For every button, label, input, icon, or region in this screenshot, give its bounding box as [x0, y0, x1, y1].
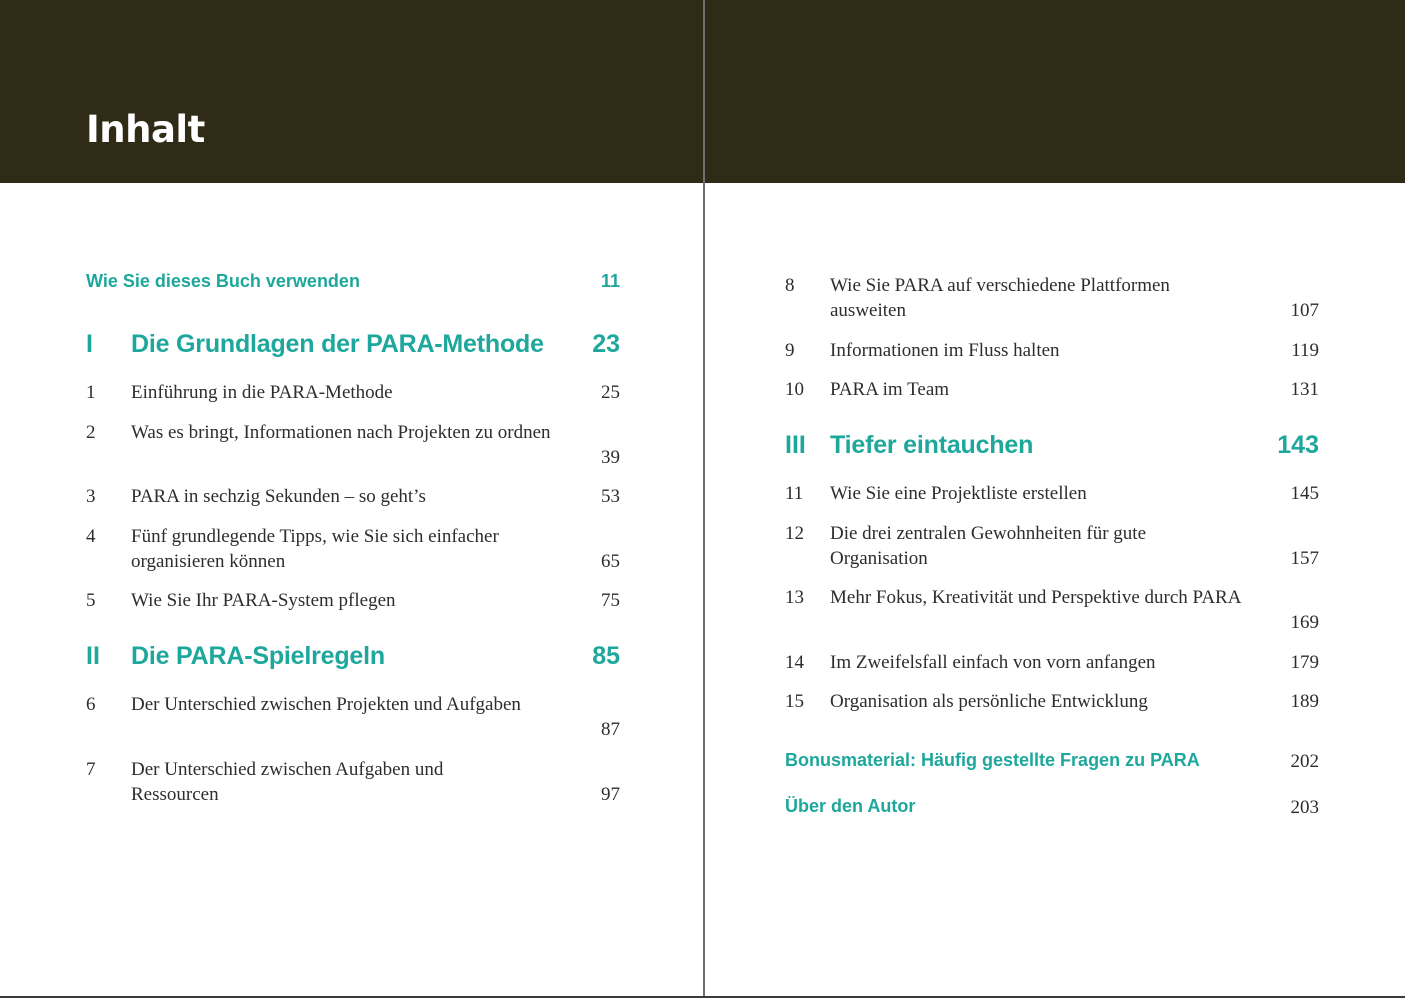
chapter-page: 119 — [1291, 340, 1319, 361]
chapter-title[interactable]: Wie Sie PARA auf verschiedene Plattformen ausweiten — [830, 275, 1170, 321]
chapter-page: 169 — [1290, 612, 1319, 633]
right-page — [705, 0, 1405, 998]
page-title: Inhalt — [86, 108, 205, 151]
chapter-page: 131 — [1290, 379, 1319, 400]
chapter-number: 2 — [86, 422, 96, 443]
chapter-title[interactable]: Wie Sie eine Projektliste erstellen — [830, 483, 1087, 504]
chapter-number: 7 — [86, 759, 96, 780]
chapter-title[interactable]: Der Unterschied zwischen Aufgaben und Ressourcen — [131, 759, 444, 805]
chapter-title[interactable]: Was es bringt, Informationen nach Projekten zu ordnen — [131, 422, 551, 443]
chapter-page: 107 — [1290, 300, 1319, 321]
chapter-number: 8 — [785, 275, 795, 296]
chapter-number: 6 — [86, 694, 96, 715]
part-3-page: 143 — [1277, 431, 1319, 459]
chapter-number: 5 — [86, 590, 96, 611]
chapter-page: 39 — [601, 447, 620, 468]
toc-bonus-page: 202 — [1290, 751, 1319, 772]
chapter-title[interactable]: Der Unterschied zwischen Projekten und Aufgaben — [131, 694, 521, 715]
toc-author-page: 203 — [1290, 797, 1319, 818]
chapter-number: 4 — [86, 526, 96, 547]
part-3-number: III — [785, 431, 806, 459]
header-band — [0, 0, 703, 183]
chapter-title[interactable]: Informationen im Fluss halten — [830, 340, 1060, 361]
chapter-number: 12 — [785, 523, 804, 544]
chapter-page: 179 — [1290, 652, 1319, 673]
toc-intro-page: 11 — [600, 271, 620, 291]
chapter-page: 157 — [1290, 548, 1319, 569]
part-1-page: 23 — [592, 330, 620, 358]
chapter-number: 3 — [86, 486, 96, 507]
toc-intro-title[interactable]: Wie Sie dieses Buch verwenden — [86, 271, 360, 291]
chapter-title[interactable]: Organisation als persönliche Entwicklung — [830, 691, 1148, 712]
chapter-number: 15 — [785, 691, 804, 712]
toc-bonus-title[interactable]: Bonusmaterial: Häufig gestellte Fragen zu PARA — [785, 750, 1200, 770]
part-2-number: II — [86, 642, 100, 670]
part-2-title[interactable]: Die PARA-Spielregeln — [131, 642, 385, 670]
chapter-page: 145 — [1290, 483, 1319, 504]
chapter-page: 25 — [601, 382, 620, 403]
chapter-title[interactable]: Wie Sie Ihr PARA-System pflegen — [131, 590, 396, 611]
part-2-page: 85 — [592, 642, 620, 670]
chapter-title[interactable]: Fünf grundlegende Tipps, wie Sie sich einfacher organisieren können — [131, 526, 499, 572]
chapter-title[interactable]: Einführung in die PARA-Methode — [131, 382, 393, 403]
chapter-page: 97 — [601, 784, 620, 805]
chapter-page: 87 — [601, 719, 620, 740]
header-band — [705, 0, 1405, 183]
chapter-title[interactable]: PARA in sechzig Sekunden – so geht’s — [131, 486, 426, 507]
chapter-page: 189 — [1290, 691, 1319, 712]
part-1-number: I — [86, 330, 93, 358]
chapter-title[interactable]: Im Zweifelsfall einfach von vorn anfangen — [830, 652, 1156, 673]
chapter-title[interactable]: Die drei zentralen Gewohnheiten für gute Organisation — [830, 523, 1147, 569]
chapter-page: 75 — [601, 590, 620, 611]
chapter-title[interactable]: Mehr Fokus, Kreativität und Perspektive durch PARA — [830, 587, 1242, 608]
toc-author-title[interactable]: Über den Autor — [785, 796, 916, 816]
chapter-number: 14 — [785, 652, 804, 673]
chapter-number: 10 — [785, 379, 804, 400]
chapter-page: 65 — [601, 551, 620, 572]
chapter-number: 13 — [785, 587, 804, 608]
part-1-title[interactable]: Die Grundlagen der PARA-Methode — [131, 330, 544, 358]
part-3-title[interactable]: Tiefer eintauchen — [830, 431, 1034, 459]
chapter-number: 11 — [785, 483, 804, 504]
chapter-number: 1 — [86, 382, 96, 403]
chapter-page: 53 — [601, 486, 620, 507]
chapter-number: 9 — [785, 340, 795, 361]
chapter-title[interactable]: PARA im Team — [830, 379, 950, 400]
